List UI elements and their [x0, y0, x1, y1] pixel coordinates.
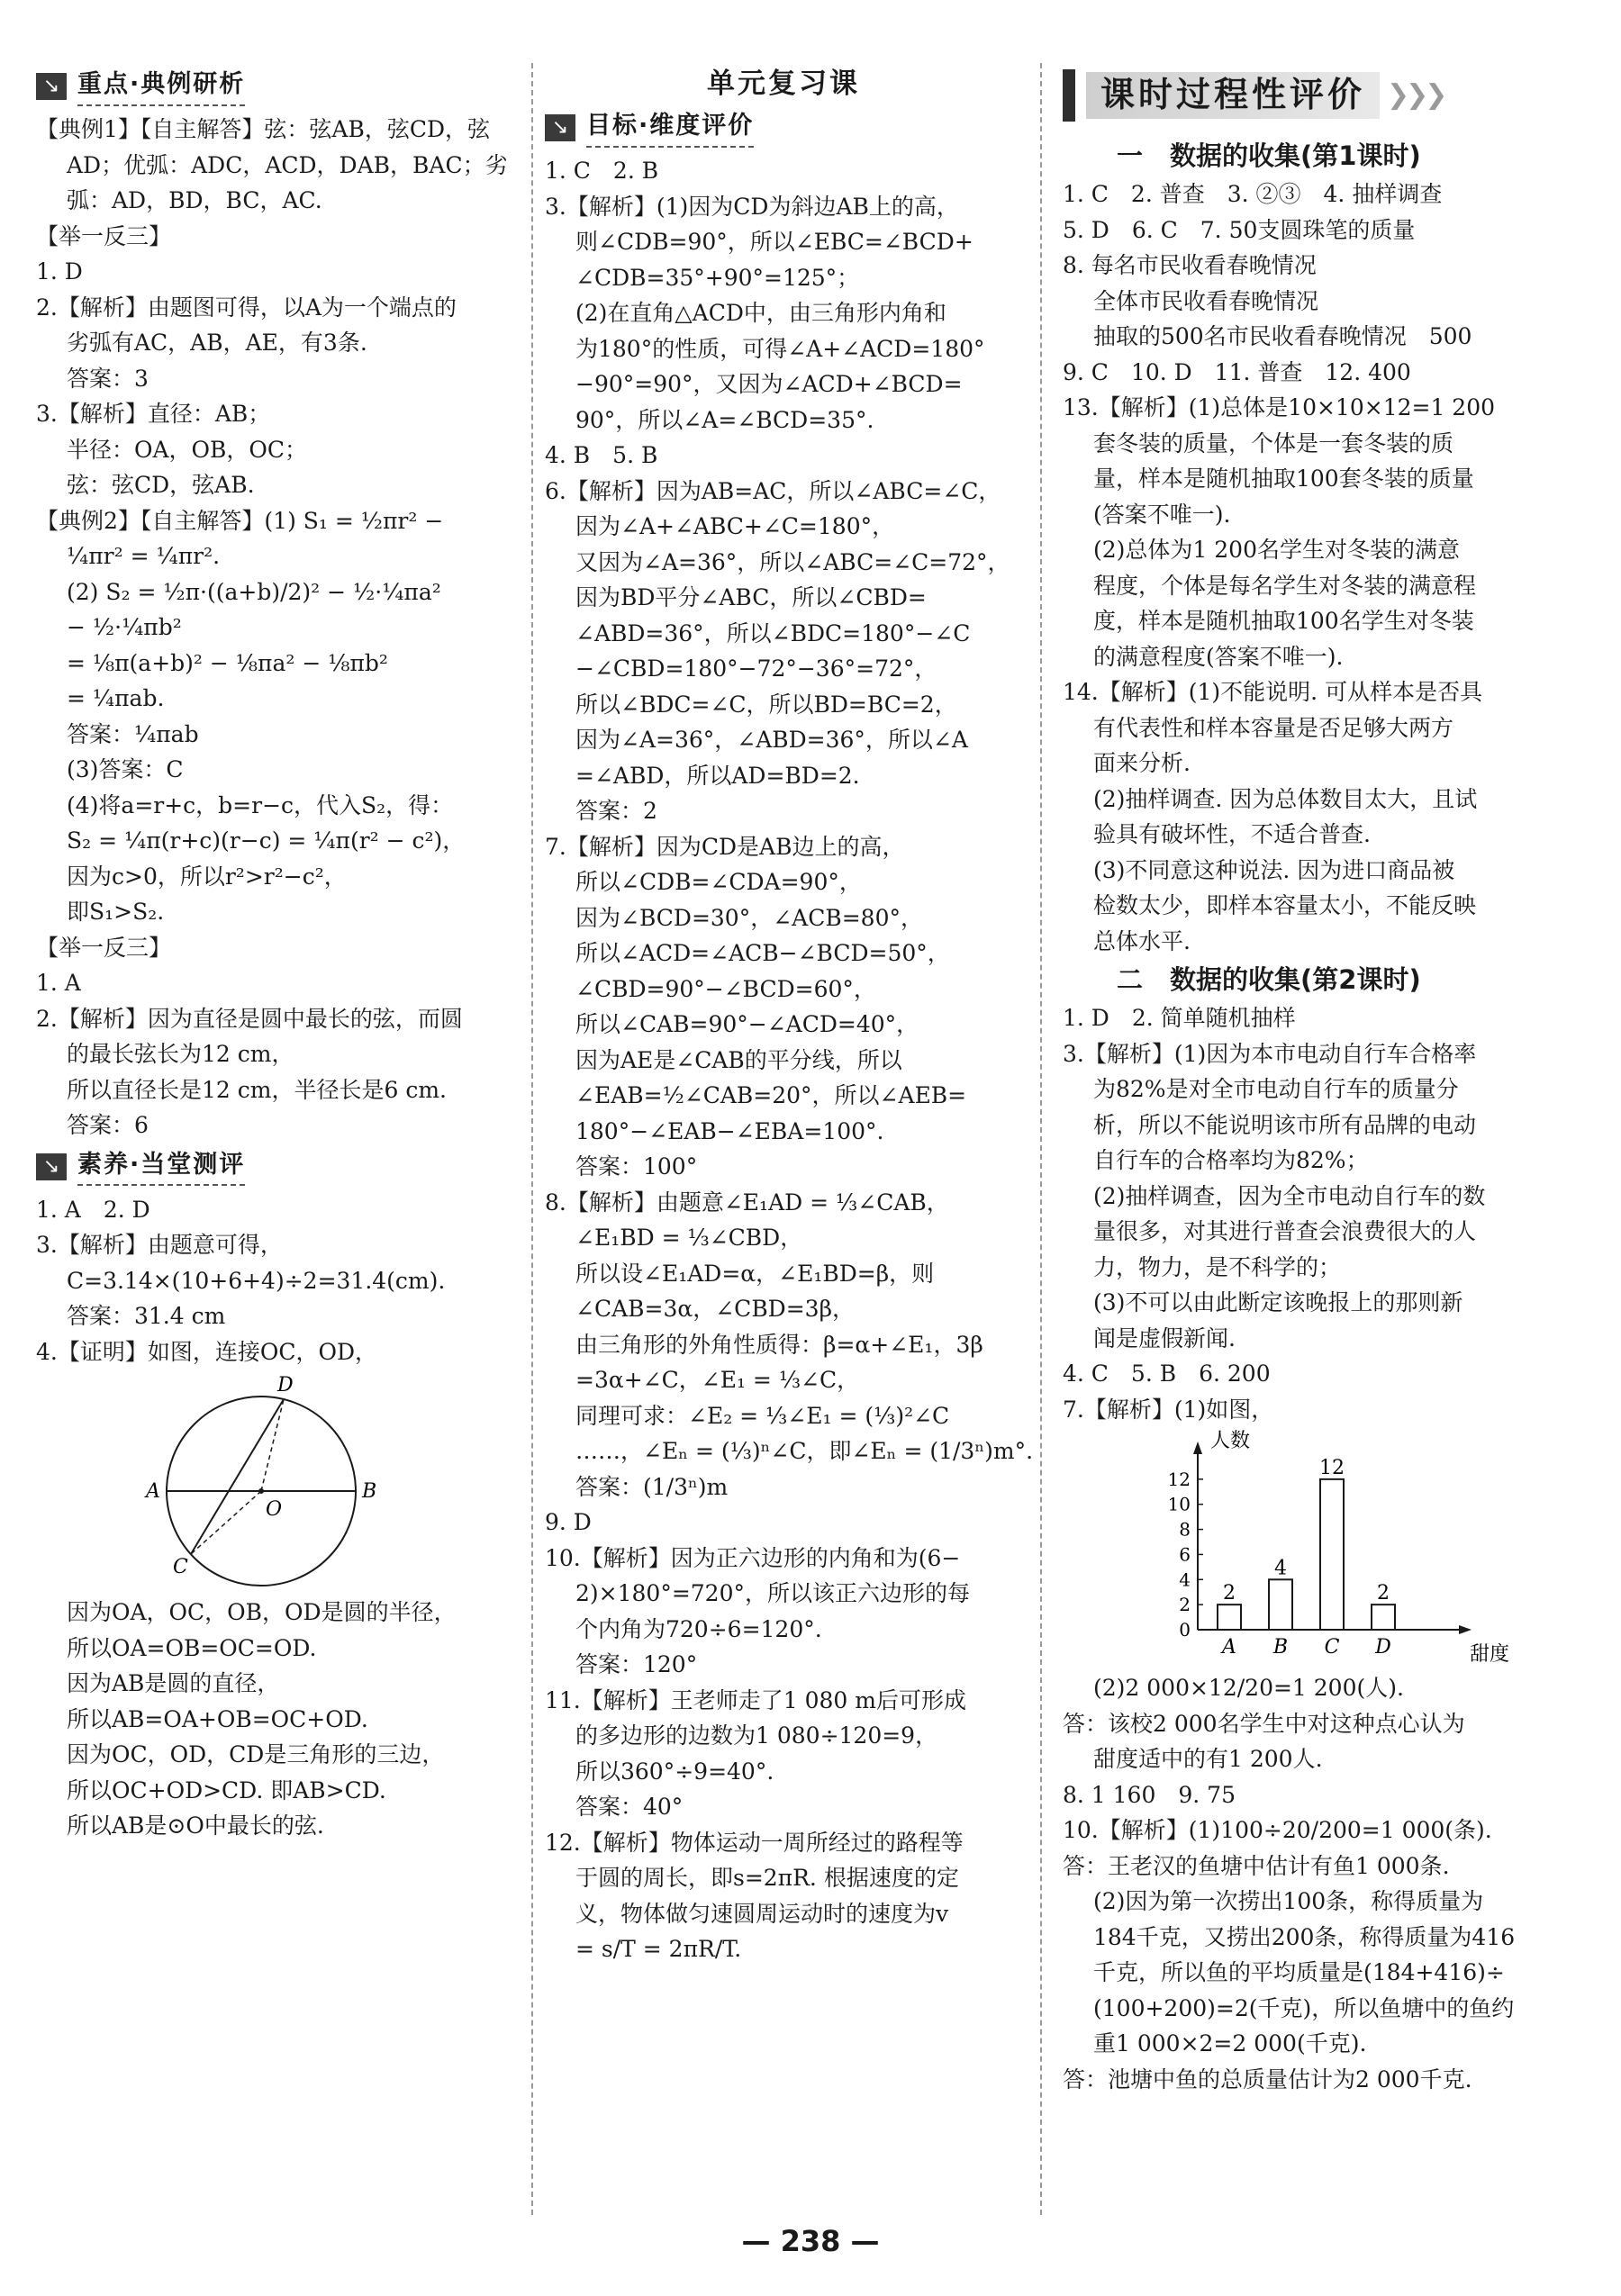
text-line: 答案：31.4 cm	[67, 1303, 226, 1329]
text-line: 180°−∠EAB−∠EBA=100°.	[575, 1117, 884, 1144]
banner-header	[1063, 63, 1585, 128]
bar-chart	[1144, 1427, 1510, 1670]
text-line: 答案：¼πab	[67, 720, 199, 747]
chevron-right-icon: ❯❯❯	[1387, 79, 1444, 112]
text-line: = ⅛π(a+b)² − ⅛πa² − ⅛πb²	[67, 649, 388, 676]
text-line: 9. D	[545, 1509, 592, 1535]
text-line: = s/T = 2πR/T.	[575, 1936, 742, 1962]
radius-oc	[191, 1491, 261, 1554]
text-line: ¼πr² = ¼πr².	[67, 543, 221, 569]
text-line: 所以OA=OB=OC=OD.	[67, 1634, 317, 1661]
text-line: 所以360°÷9=40°.	[575, 1758, 774, 1785]
text-line: 所以∠CAB=90°−∠ACD=40°，	[575, 1011, 919, 1037]
text-line: 半径：OA，OB，OC；	[67, 436, 308, 463]
text-line: 3.【解析】直径：AB；	[36, 401, 271, 427]
text-line: 答案：40°	[575, 1794, 684, 1820]
text-line: 所以AB是⊙O中最长的弦.	[67, 1812, 324, 1839]
bar	[1269, 1579, 1292, 1630]
label-b: B	[362, 1480, 377, 1503]
text-line: (3)不同意这种说法. 因为进口商品被	[1093, 856, 1455, 883]
text-block	[36, 1192, 522, 1370]
text-block	[36, 1595, 522, 1844]
text-line: 因为∠A=36°，∠ABD=36°，所以∠A	[575, 727, 968, 753]
text-line: 6.【解析】因为AB=AC，所以∠ABC=∠C，	[545, 477, 1001, 504]
lesson-2-title	[1063, 959, 1585, 1000]
text-line: 答案：(1/3ⁿ)m	[575, 1473, 729, 1500]
text-line: (答案不唯一).	[1093, 501, 1231, 528]
x-axis-arrow	[1459, 1625, 1472, 1634]
text-line: 的多边形的边数为1 080÷120=9，	[575, 1722, 938, 1749]
circle-figure	[36, 1369, 522, 1595]
text-line: (3)不可以由此断定该晚报上的那则新	[1093, 1289, 1463, 1315]
radius-od	[261, 1399, 284, 1491]
text-block	[1063, 1000, 1585, 1427]
text-line: 所以设∠E₁AD=α，∠E₁BD=β，则	[575, 1260, 935, 1287]
text-line: 劣弧有AC，AB，AE，有3条.	[67, 330, 367, 356]
text-line: 答：该校2 000名学生中对这种点心认为	[1063, 1710, 1465, 1737]
text-line: 7.【解析】(1)如图，	[1063, 1396, 1274, 1423]
text-line: 答案：6	[67, 1112, 149, 1138]
text-line: 184千克，又捞出200条，称得质量为416	[1093, 1923, 1516, 1950]
text-line: 答案：100°	[575, 1153, 698, 1180]
text-line: ∠EAB=½∠CAB=20°，所以∠AEB=	[575, 1082, 967, 1108]
text-line: 个内角为720÷6=120°.	[575, 1615, 822, 1642]
bar	[1372, 1604, 1395, 1630]
y-tick-label: 4	[1179, 1568, 1191, 1591]
text-block	[1063, 176, 1585, 959]
bar-value-label: 12	[1319, 1456, 1345, 1479]
text-line: 又因为∠A=36°，所以∠ABC=∠C=72°，	[575, 548, 1010, 575]
text-line: 重1 000×2=2 000(千克).	[1093, 2030, 1367, 2056]
text-line: 4. B 5. B	[545, 442, 658, 468]
text-line: 14.【解析】(1)不能说明. 可从样本是否具	[1063, 679, 1483, 705]
text-line: 1. C 2. B	[545, 158, 659, 184]
text-line: 有代表性和样本容量是否足够大两方	[1093, 714, 1454, 741]
bar-chart-figure	[1063, 1427, 1585, 1670]
text-block	[36, 112, 522, 1143]
text-line: 自行车的合格率均为82%；	[1093, 1147, 1369, 1173]
text-line: ∠E₁BD = ⅓∠CBD，	[575, 1225, 803, 1251]
text-line: 11.【解析】王老师走了1 080 m后可形成	[545, 1686, 966, 1713]
text-line: 因为BD平分∠ABC，所以∠CBD=	[575, 584, 927, 610]
section-title: 素养·当堂测评	[77, 1147, 245, 1187]
bar	[1320, 1479, 1344, 1630]
y-tick-label: 0	[1179, 1619, 1191, 1641]
text-line: ∠CDB=35°+90°=125°；	[575, 264, 860, 291]
text-line: 套冬装的质量，个体是一套冬装的质	[1093, 429, 1454, 456]
text-line: 答案：120°	[575, 1651, 698, 1677]
text-line: (3)答案：C	[67, 756, 184, 782]
text-line: 因为OA，OC，OB，OD是圆的半径，	[67, 1599, 457, 1625]
text-line: ∠CAB=3α，∠CBD=3β，	[575, 1296, 856, 1322]
text-line: 所以OC+OD>CD. 即AB>CD.	[67, 1776, 386, 1803]
text-line: (2)总体为1 200名学生对冬装的满意	[1093, 537, 1460, 563]
section-title: 目标·维度评价	[586, 108, 754, 148]
bar-value-label: 4	[1274, 1557, 1287, 1580]
column-middle	[545, 63, 1034, 1967]
bar	[1218, 1604, 1241, 1630]
x-axis-label: 甜度	[1470, 1643, 1510, 1666]
text-line: 同理可求：∠E₂ = ⅓∠E₁ = (⅓)²∠C	[575, 1402, 950, 1429]
text-line: (100+200)=2(千克)，所以鱼塘中的鱼约	[1093, 1994, 1515, 2021]
text-line: 为82%是对全市电动自行车的质量分	[1093, 1076, 1459, 1102]
lesson-1-title	[1063, 135, 1585, 176]
text-line: 于圆的周长，即s=2πR. 根据速度的定	[575, 1865, 959, 1891]
column-divider-2	[1040, 63, 1042, 2215]
text-line: 答：池塘中鱼的总质量估计为2 000千克.	[1063, 2065, 1472, 2093]
text-line: ……，∠Eₙ = (⅓)ⁿ∠C，即∠Eₙ = (1/3ⁿ)m°.	[575, 1438, 1034, 1464]
text-line: 所以∠BDC=∠C，所以BD=BC=2，	[575, 691, 957, 718]
text-line: 因为AB是圆的直径，	[67, 1670, 280, 1696]
text-line: −∠CBD=180°−72°−36°=72°，	[575, 655, 937, 682]
center-point	[258, 1488, 264, 1494]
text-line: 答：王老汉的鱼塘中估计有鱼1 000条.	[1063, 1852, 1450, 1879]
page-number: — 238 —	[741, 2224, 880, 2258]
text-line: 【典例2】【自主解答】(1) S₁ = ½πr² −	[36, 507, 444, 534]
text-line: 析，所以不能说明该市所有品牌的电动	[1093, 1111, 1477, 1138]
text-line: 弧：AD，BD，BC，AC.	[67, 187, 322, 213]
section-header-key-examples	[36, 67, 522, 106]
text-line: 度，样本是随机抽取100名学生对冬装	[1093, 608, 1474, 634]
text-line: 全体市民收看春晚情况	[1093, 287, 1319, 314]
text-line: =3α+∠C，∠E₁ = ⅓∠C，	[575, 1367, 860, 1393]
text-line: 程度，个体是每名学生对冬装的满意程	[1093, 572, 1477, 599]
text-line: ∠CBD=90°−∠BCD=60°，	[575, 975, 876, 1002]
text-line: 9. C 10. D 11. 普查 12. 400	[1063, 358, 1411, 385]
text-line: 5. D 6. C 7. 50支圆珠笔的质量	[1063, 216, 1416, 243]
text-line: 所以AB=OA+OB=OC+OD.	[67, 1705, 368, 1732]
lesson-number: 一	[1117, 140, 1144, 171]
text-block	[1063, 1670, 1585, 2097]
text-line: 所以∠CDB=∠CDA=90°，	[575, 869, 862, 895]
text-line: 4. C 5. B 6. 200	[1063, 1360, 1271, 1387]
arrow-icon: ↘	[36, 73, 67, 100]
y-tick-label: 6	[1179, 1543, 1191, 1566]
text-line: 即S₁>S₂.	[67, 899, 165, 925]
y-tick-label: 8	[1179, 1518, 1191, 1541]
chord-cd	[191, 1399, 284, 1554]
category-label: D	[1375, 1636, 1391, 1659]
column-right	[1063, 63, 1585, 2097]
category-label: A	[1222, 1636, 1236, 1659]
text-line: 1. D	[36, 258, 83, 285]
text-line: (2)抽样调查，因为全市电动自行车的数	[1093, 1182, 1486, 1209]
arrow-icon: ↘	[36, 1153, 67, 1180]
text-line: (4)将a=r+c，b=r−c，代入S₂，得：	[67, 791, 454, 818]
lesson-name: 数据的收集(第1课时)	[1170, 140, 1421, 171]
text-block	[545, 153, 1034, 1967]
text-line: 量，样本是随机抽取100套冬装的质量	[1093, 466, 1474, 492]
text-line: 闻是虚假新闻.	[1093, 1324, 1236, 1351]
y-axis-arrow	[1193, 1442, 1202, 1454]
text-line: 90°，所以∠A=∠BCD=35°.	[575, 406, 874, 433]
banner-bar	[1063, 69, 1075, 122]
text-line: (2)2 000×12/20=1 200(人).	[1093, 1675, 1404, 1701]
text-line: 因为c>0，所以r²>r²−c²，	[67, 863, 347, 890]
text-line: 3.【解析】(1)因为本市电动自行车合格率	[1063, 1040, 1477, 1067]
text-line: AD；优弧：ADC，ACD，DAB，BAC；劣	[67, 151, 508, 178]
text-line: 答案：2	[575, 798, 657, 824]
text-line: 的满意程度(答案不唯一).	[1093, 643, 1344, 670]
section-header-assessment	[36, 1147, 522, 1187]
y-tick-label: 2	[1179, 1594, 1191, 1616]
text-line: 答案：3	[67, 365, 149, 392]
text-line: (2)因为第一次捞出100条，称得质量为	[1093, 1888, 1484, 1914]
column-left	[36, 63, 522, 1844]
lesson-name: 数据的收集(第2课时)	[1170, 964, 1421, 995]
banner-title: 课时过程性评价	[1086, 72, 1380, 119]
text-line: (2)抽样调查. 因为总体数目太大，且试	[1093, 785, 1478, 812]
column-divider-1	[531, 63, 533, 2215]
text-line: 因为∠BCD=30°，∠ACB=80°，	[575, 904, 923, 931]
text-line: 因为∠A+∠ABC+∠C=180°，	[575, 513, 895, 539]
y-tick-label: 10	[1167, 1493, 1191, 1515]
circle-diagram	[126, 1369, 396, 1595]
text-line: 3.【解析】由题意可得，	[36, 1232, 283, 1258]
text-line: 总体水平.	[1093, 927, 1191, 954]
text-line: 1. A	[36, 970, 81, 996]
text-line: 所以直径长是12 cm，半径长是6 cm.	[67, 1076, 447, 1103]
text-line: 则∠CDB=90°，所以∠EBC=∠BCD+	[575, 229, 974, 255]
text-line: 10.【解析】因为正六边形的内角和为(6−	[545, 1544, 961, 1571]
label-o: O	[266, 1498, 283, 1521]
y-axis-label: 人数	[1210, 1430, 1251, 1452]
text-line: ∠ABD=36°，所以∠BDC=180°−∠C	[575, 619, 971, 646]
bar-value-label: 2	[1377, 1582, 1390, 1605]
lesson-number: 二	[1117, 964, 1144, 995]
text-line: 抽取的500名市民收看春晚情况 500	[1093, 323, 1472, 349]
text-line: =∠ABD，所以AD=BD=2.	[575, 762, 860, 789]
text-line: 8. 1 160 9. 75	[1063, 1781, 1236, 1808]
text-line: 为180°的性质，可得∠A+∠ACD=180°	[575, 335, 985, 362]
text-line: 检数太少，即样本容量太小，不能反映	[1093, 892, 1477, 918]
text-line: 2)×180°=720°，所以该正六边形的每	[575, 1580, 970, 1606]
text-line: 量很多，对其进行普查会浪费很大的人	[1093, 1218, 1477, 1244]
text-line: 因为OC，OD，CD是三角形的三边，	[67, 1741, 445, 1767]
text-line: = ¼πab.	[67, 685, 165, 711]
section-header-goal-evaluation	[545, 108, 1022, 148]
text-line: −90°=90°，又因为∠ACD+∠BCD=	[575, 371, 963, 397]
text-line: 因为AE是∠CAB的平分线，所以	[575, 1046, 902, 1073]
text-line: 2.【解析】由题图可得，以A为一个端点的	[36, 294, 457, 321]
label-d: D	[277, 1374, 294, 1397]
text-line: − ½·¼πb²	[67, 614, 182, 640]
text-line: 7.【解析】因为CD是AB边上的高，	[545, 833, 905, 860]
text-line: 2.【解析】因为直径是圆中最长的弦，而圆	[36, 1005, 463, 1032]
text-line: 12.【解析】物体运动一周所经过的路程等	[545, 1829, 964, 1856]
text-line: 【举一反三】	[36, 934, 172, 961]
text-line: 8.【解析】由题意∠E₁AD = ⅓∠CAB，	[545, 1189, 949, 1216]
text-line: 【举一反三】	[36, 222, 172, 249]
unit-review-title: 单元复习课	[707, 68, 860, 100]
text-line: 千克，所以鱼的平均质量是(184+416)÷	[1093, 1959, 1505, 1985]
arrow-icon: ↘	[545, 114, 575, 141]
y-tick-label: 12	[1167, 1468, 1191, 1490]
text-line: 所以∠ACD=∠ACB−∠BCD=50°，	[575, 940, 950, 966]
text-line: 3.【解析】(1)因为CD为斜边AB上的高，	[545, 193, 959, 220]
text-line: 13.【解析】(1)总体是10×10×12=1 200	[1063, 394, 1496, 420]
bar-value-label: 2	[1223, 1582, 1236, 1605]
text-line: 力，物力，是不科学的；	[1093, 1253, 1342, 1280]
category-label: C	[1324, 1636, 1340, 1659]
text-line: 由三角形的外角性质得：β=α+∠E₁，3β	[575, 1331, 983, 1358]
text-line: 甜度适中的有1 200人.	[1093, 1746, 1323, 1772]
text-line: 面来分析.	[1093, 750, 1191, 776]
text-line: (2) S₂ = ½π·((a+b)/2)² − ½·¼πa²	[67, 578, 441, 605]
text-line: 的最长弦长为12 cm，	[67, 1041, 294, 1067]
text-line: 4.【证明】如图，连接OC，OD，	[36, 1338, 378, 1365]
text-line: 1. A 2. D	[36, 1196, 150, 1223]
text-line: 验具有破坏性，不适合普查.	[1093, 821, 1371, 847]
label-a: A	[146, 1480, 160, 1503]
category-label: B	[1272, 1636, 1289, 1659]
section-title: 重点·典例研析	[77, 67, 245, 106]
label-c: C	[173, 1556, 188, 1578]
text-line: (2)在直角△ACD中，由三角形内角和	[575, 300, 946, 326]
text-line: 弦：弦CD，弦AB.	[67, 472, 255, 498]
text-line: 【典例1】【自主解答】弦：弦AB，弦CD，弦	[36, 116, 491, 142]
text-line: S₂ = ¼π(r+c)(r−c) = ¼π(r² − c²)，	[67, 827, 466, 854]
text-line: 1. D 2. 简单随机抽样	[1063, 1005, 1296, 1031]
text-line: 10.【解析】(1)100÷20/200=1 000(条).	[1063, 1817, 1492, 1843]
text-line: 1. C 2. 普查 3. ②③ 4. 抽样调查	[1063, 181, 1443, 207]
text-line: 8. 每名市民收看春晚情况	[1063, 252, 1317, 278]
text-line: 义，物体做匀速圆周运动时的速度为v	[575, 1900, 949, 1927]
text-line: C=3.14×(10+6+4)÷2=31.4(cm).	[67, 1267, 446, 1294]
